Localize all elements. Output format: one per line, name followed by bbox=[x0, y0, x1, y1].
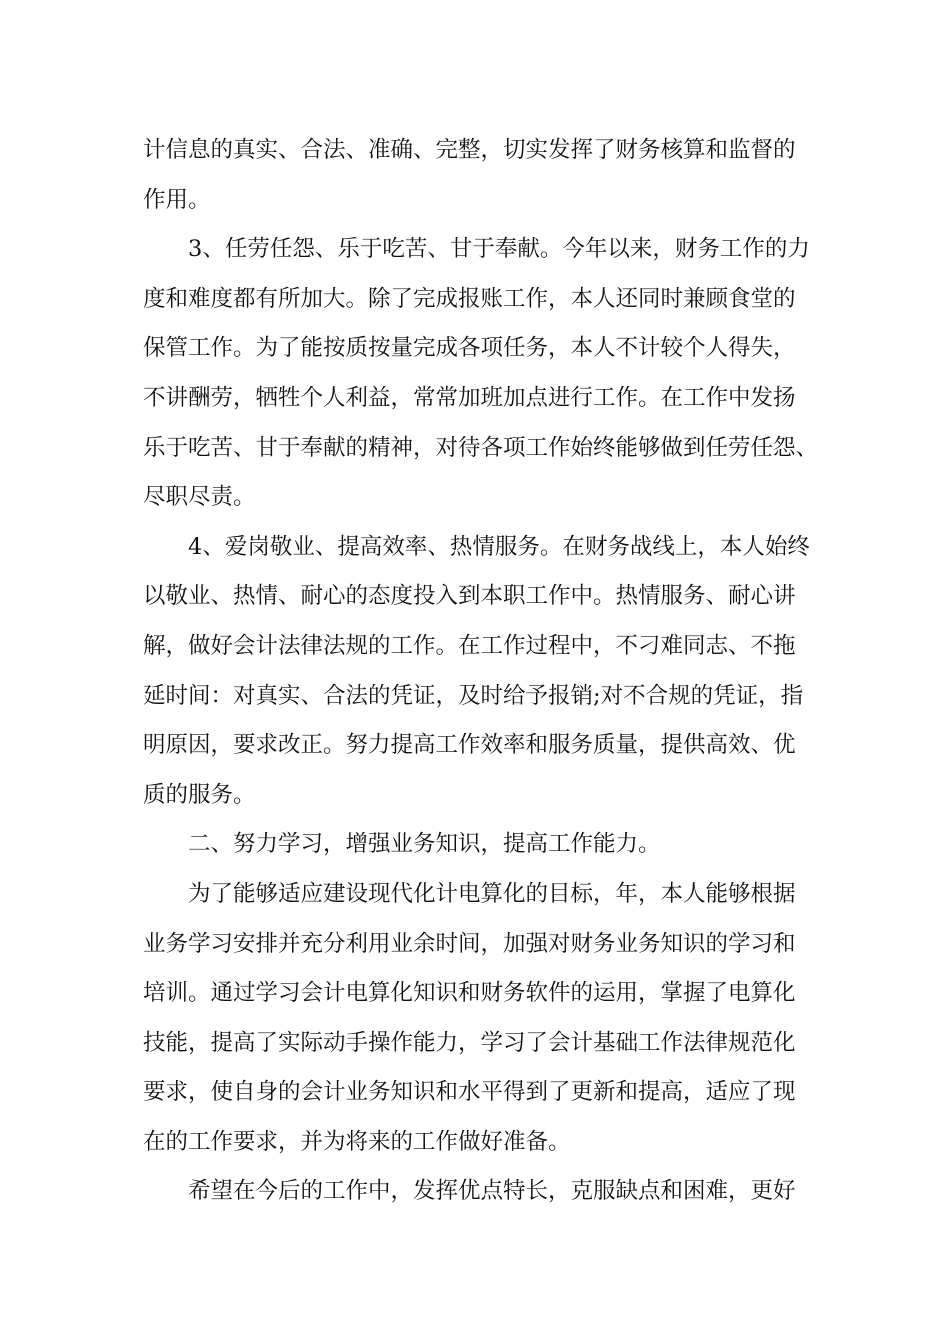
text-line: 4、爱岗敬业、提高效率、热情服务。在财务战线上，本人始终 bbox=[188, 533, 810, 560]
text-line: 为了能够适应建设现代化计电算化的目标，年，本人能够根据 bbox=[188, 880, 796, 907]
text-line: 明原因，要求改正。努力提高工作效率和服务质量，提供高效、优 bbox=[143, 732, 796, 759]
text-line: 作用。 bbox=[143, 186, 211, 213]
document-body bbox=[143, 126, 819, 1217]
text-line: 延时间：对真实、合法的凭证，及时给予报销;对不合规的凭证，指 bbox=[143, 682, 804, 709]
text-line: 乐于吃苦、甘于奉献的精神，对待各项工作始终能够做到任劳任怨、 bbox=[143, 434, 819, 461]
text-line: 业务学习安排并充分利用业余时间，加强对财务业务知识的学习和 bbox=[143, 930, 796, 957]
text-line: 希望在今后的工作中，发挥优点特长，克服缺点和困难，更好 bbox=[188, 1178, 796, 1205]
paragraph-item-3 bbox=[143, 225, 819, 523]
text-line: 保管工作。为了能按质按量完成各项任务，本人不计较个人得失， bbox=[143, 335, 796, 362]
text-line: 尽职尽责。 bbox=[143, 484, 256, 511]
paragraph-closing bbox=[143, 1167, 813, 1217]
text-line: 培训。通过学习会计电算化知识和财务软件的运用，掌握了电算化 bbox=[143, 980, 796, 1007]
text-line: 质的服务。 bbox=[143, 781, 256, 808]
section-heading bbox=[143, 820, 813, 870]
text-line: 不讲酬劳，牺牲个人利益，常常加班加点进行工作。在工作中发扬 bbox=[143, 384, 796, 411]
text-line: 要求，使自身的会计业务知识和水平得到了更新和提高，适应了现 bbox=[143, 1079, 796, 1106]
text-line: 以敬业、热情、耐心的态度投入到本职工作中。热情服务、耐心讲 bbox=[143, 583, 796, 610]
paragraph-item-4 bbox=[143, 523, 813, 821]
text-line: 解，做好会计法律法规的工作。在工作过程中，不刁难同志、不拖 bbox=[143, 632, 796, 659]
text-line: 在的工作要求，并为将来的工作做好准备。 bbox=[143, 1128, 571, 1155]
text-line: 3、任劳任怨、乐于吃苦、甘于奉献。今年以来，财务工作的力 bbox=[188, 236, 810, 263]
heading-line: 二、努力学习，增强业务知识，提高工作能力。 bbox=[188, 831, 661, 858]
text-line: 计信息的真实、合法、准确、完整，切实发挥了财务核算和监督的 bbox=[143, 137, 796, 163]
paragraph-study bbox=[143, 870, 813, 1168]
text-line: 技能，提高了实际动手操作能力，学习了会计基础工作法律规范化 bbox=[143, 1029, 796, 1056]
text-line: 度和难度都有所加大。除了完成报账工作，本人还同时兼顾食堂的 bbox=[143, 285, 796, 312]
paragraph-continuation bbox=[143, 126, 813, 225]
